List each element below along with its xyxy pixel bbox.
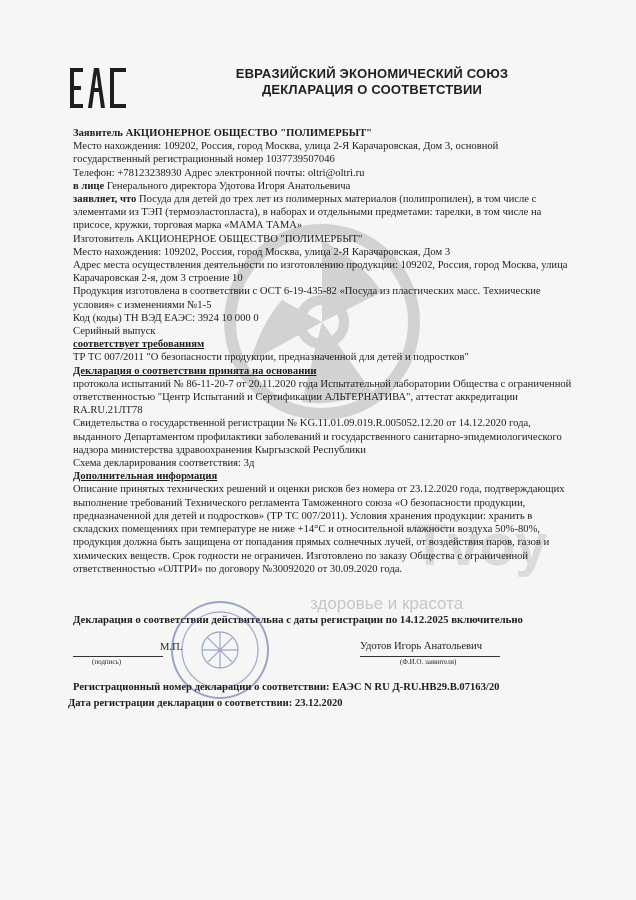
registration-number: Регистрационный номер декларации о соответствии: ЕАЭС N RU Д-RU.HB29.B.07163/20 bbox=[73, 682, 500, 693]
header-declaration-title: ДЕКЛАРАЦИЯ О СООТВЕТСТВИИ bbox=[261, 82, 483, 97]
basis-scheme: Схема декларирования соответствия: 3д bbox=[73, 458, 255, 470]
document-header bbox=[222, 66, 522, 98]
applicant-label: Заявитель bbox=[73, 128, 123, 139]
conformity-text: ТР ТС 007/2011 "О безопасности продукции, предназначенной для детей и подростков" bbox=[73, 352, 469, 364]
watermark-tagline: здоровье и красота bbox=[310, 594, 464, 613]
declares-label: заявляет, что bbox=[73, 194, 137, 206]
declaration-body bbox=[73, 127, 573, 576]
product-description: Посуда для детей до трех лет из полимерных материалов (полипропилен), в том числе с элементами из ТЭП (термоэластопласта), в наборах и отдельными предметами: тарелки, в том числе на присосе, кружки, торговая марка «МАМА ТАМА» bbox=[73, 194, 542, 232]
applicant-line bbox=[73, 127, 573, 140]
header-union-title: ЕВРАЗИЙСКИЙ ЭКОНОМИЧЕСКИЙ СОЮЗ bbox=[235, 66, 509, 81]
applicant-person-line bbox=[73, 180, 573, 193]
production-standard: Продукция изготовлена в соответствии с ОСТ 6-19-435-82 «Посуда из пластических масс. Технические условия» с изменениями №1-5 bbox=[73, 286, 541, 311]
applicant-person: Генерального директора Удотова Игоря Анатольевича bbox=[106, 180, 351, 192]
person-label: в лице bbox=[73, 180, 105, 192]
basis-certificate: Свидетельства о государственной регистрации № KG.11.01.09.019.R.005052.12.20 от 14.12.2020 года, выданного Департаментом профилактики заболеваний и государственного санитарно-эпидемиологического надзора министерства здравоохранения Кыргызской Республики bbox=[73, 418, 562, 456]
watermark-brand-text: Tvoy bbox=[412, 513, 548, 578]
batch-type: Серийный выпуск bbox=[73, 326, 156, 338]
signature-line bbox=[73, 656, 163, 657]
additional-label: Дополнительная информация bbox=[73, 471, 218, 483]
validity-statement: Декларация о соответствии действительна с даты регистрации по 14.12.2025 включительно bbox=[73, 614, 523, 626]
signer-name: Удотов Игорь Анатольевич bbox=[360, 641, 483, 652]
manufacturer-line: Изготовитель АКЦИОНЕРНОЕ ОБЩЕСТВО "ПОЛИМЕРБЫТ" bbox=[73, 233, 363, 245]
manufacturer-address: Место нахождения: 109202, Россия, город Москва, улица 2-Я Карачаровская, Дом 3 bbox=[73, 246, 451, 258]
conformity-label: соответствует требованиям bbox=[73, 339, 205, 351]
hs-code: Код (коды) ТН ВЭД ЕАЭС: 3924 10 000 0 bbox=[73, 312, 259, 324]
applicant-address: Место нахождения: 109202, Россия, город Москва, улица 2-Я Карачаровская, Дом 3, основной государственный регистрационный номер 1037739507046 bbox=[73, 141, 499, 166]
signature-caption: (подпись) bbox=[92, 658, 122, 666]
production-address: Адрес места осуществления деятельности по изготовлению продукции: 109202, Россия, город Москва, улица Карачаровская 2-я, дом 3 строение 10 bbox=[73, 260, 568, 285]
eac-logo-icon bbox=[68, 66, 128, 110]
registration-date: Дата регистрации декларации о соответствии: 23.12.2020 bbox=[68, 698, 343, 709]
additional-text: Описание принятых технических решений и оценки рисков без номера от 23.12.2020 года, подтверждающих выполнение требований Технического регламента Таможенного союза «О безопасности продукции, предназначенной для детей и подростков» (ТР ТС 007/2011). Условия хранения продукции: хранить в складских помещениях при температуре не ниже +14°С и относительной влажности воздуха 50%-80%, продукция должна быть защищена от попадания прямых солнечных лучей, от воздействия паров, газов и химических веществ. Срок годности не ограничен. Изготовлено по заказу Общества с ограниченной ответственностью «ОЛТРИ» по договору №30092020 от 30.09.2020 года. bbox=[73, 484, 565, 575]
stamp-placeholder: М.П. bbox=[160, 642, 183, 653]
basis-protocol: протокола испытаний № 86-11-20-7 от 20.11.2020 года Испытательной лаборатории Общества с ограниченной ответственностью "Центр Испытаний и Сертификации АЛЬТЕРНАТИВА", аттестат аккредитации RA.RU.21ЛТ78 bbox=[73, 378, 572, 417]
name-caption: (Ф.И.О. заявителя) bbox=[400, 658, 457, 666]
applicant-contacts: Телефон: +78123238930 Адрес электронной почты: oltri@oltri.ru bbox=[73, 167, 365, 179]
name-line bbox=[360, 656, 500, 657]
basis-label: Декларация о соответствии принята на основании bbox=[73, 365, 317, 377]
applicant-name: АКЦИОНЕРНОЕ ОБЩЕСТВО "ПОЛИМЕРБЫТ" bbox=[125, 128, 373, 139]
declares-paragraph bbox=[73, 193, 573, 233]
